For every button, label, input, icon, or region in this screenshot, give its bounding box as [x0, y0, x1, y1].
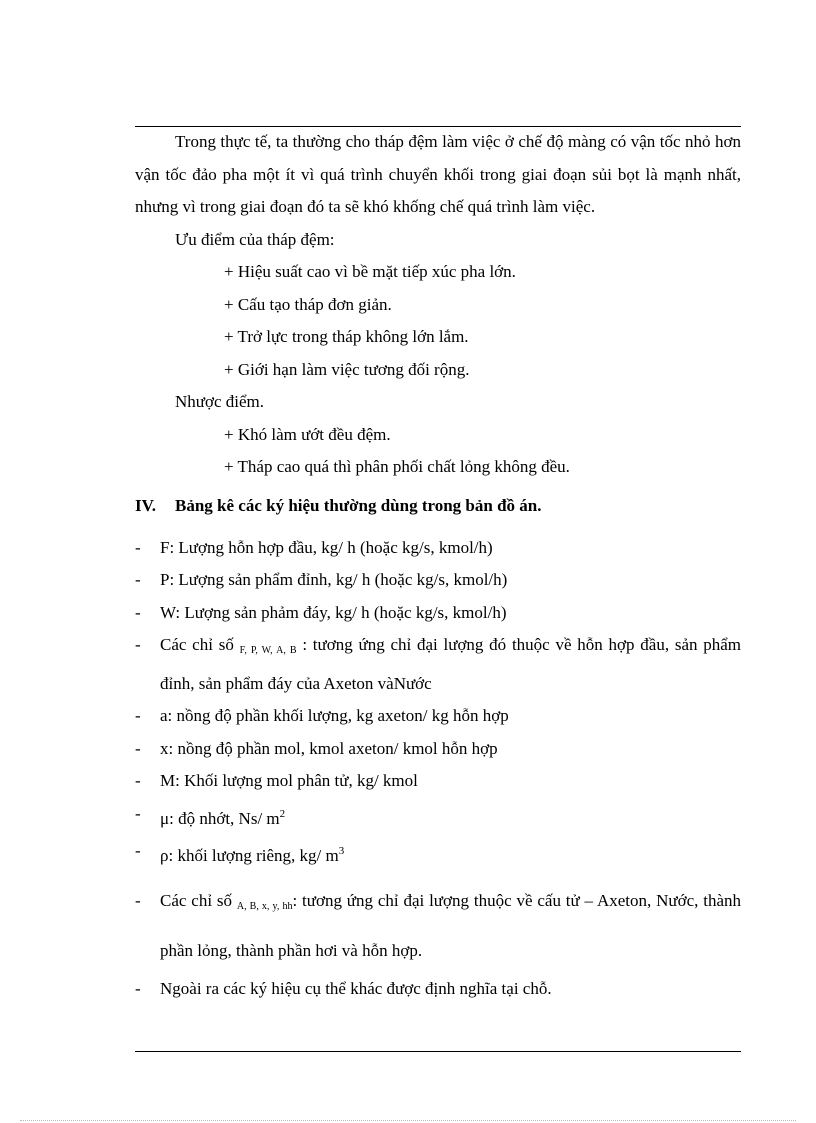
bullet-dash: - [135, 890, 141, 910]
symbol-text: Các chỉ số [160, 890, 232, 910]
subscript-indices: A, B, x, y, hh [236, 900, 293, 912]
symbol-text: F: Lượng hỗn hợp đầu, kg/ h (hoặc kg/s, kmol/h) [160, 537, 493, 557]
disadvantages-title: Nhược điểm. [175, 392, 265, 411]
symbol-text: : tương ứng chỉ đại lượng thuộc về cấu tử – Axeton, Nước, thành phần lỏng, thành phần hơi và hỗn hợp. [160, 890, 741, 960]
advantages-title: Ưu điểm của tháp đệm: [175, 229, 335, 249]
list-item [135, 597, 741, 630]
subscript-indices: F, P, W, A, B [239, 645, 297, 656]
list-item [135, 765, 741, 798]
list-item [135, 835, 741, 873]
symbols-list [135, 532, 741, 1006]
symbol-text: Ngoài ra các ký hiệu cụ thể khác được định nghĩa tại chỗ. [160, 978, 552, 998]
superscript: 2 [279, 807, 286, 820]
symbol-text: a: nồng độ phần khối lượng, kg axeton/ kg hỗn hợp [160, 706, 509, 725]
bullet-dash: - [135, 537, 141, 557]
list-item [135, 973, 741, 1006]
symbol-text: W: Lượng sản phảm đáy, kg/ h (hoặc kg/s, kmol/h) [160, 602, 507, 622]
section-number: IV. [135, 495, 156, 515]
advantage-item: + Trở lực trong tháp không lớn lắm. [224, 327, 469, 346]
bullet-dash: - [135, 803, 141, 823]
disadvantage-item: + Tháp cao quá thì phân phối chất lỏng không đều. [224, 457, 570, 476]
symbol-text: : tương ứng chỉ đại lượng đó thuộc về hỗn hợp đầu, sản phẩm đỉnh, sản phẩm đáy của Axeton vàNước [160, 635, 742, 693]
list-item [135, 532, 741, 565]
footer-rule [135, 1051, 741, 1052]
symbol-text: x: nồng độ phần mol, kmol axeton/ kmol hỗn hợp [160, 738, 498, 758]
list-item [135, 629, 741, 700]
symbol-text: ρ: khối lượng riêng, kg/ m [160, 846, 339, 865]
symbol-text: μ: độ nhớt, Ns/ m [160, 808, 280, 828]
symbol-text: M: Khối lượng mol phân tử, kg/ kmol [160, 771, 418, 790]
disadvantage-item: + Khó làm ướt đều đệm. [224, 424, 391, 444]
section-title: Bảng kê các ký hiệu thường dùng trong bản đồ án. [175, 495, 542, 515]
page-content [135, 126, 741, 1005]
bullet-dash: - [135, 738, 141, 758]
page-edge-dots [20, 1120, 796, 1121]
bullet-dash: - [135, 978, 141, 998]
bullet-dash: - [135, 602, 141, 622]
advantage-item: + Cấu tạo tháp đơn giản. [224, 294, 392, 314]
list-item [135, 733, 741, 766]
section-heading [135, 490, 741, 522]
symbol-text: P: Lượng sản phẩm đỉnh, kg/ h (hoặc kg/s, kmol/h) [160, 570, 508, 589]
bullet-dash: - [135, 570, 141, 589]
bullet-dash: - [135, 771, 141, 790]
bullet-dash: - [135, 706, 141, 725]
bullet-dash: - [135, 841, 141, 860]
list-item [135, 798, 741, 836]
symbol-text: Các chỉ số [160, 635, 234, 654]
advantage-item: + Giới hạn làm việc tương đối rộng. [224, 359, 470, 379]
bullet-dash: - [135, 635, 141, 654]
list-item [135, 700, 741, 733]
list-item [135, 564, 741, 597]
superscript: 3 [338, 845, 345, 857]
intro-paragraph: Trong thực tế, ta thường cho tháp đệm làm việc ở chế độ màng có vận tốc nhỏ hơn vận tốc đảo pha một ít vì quá trình chuyển khối trong giai đoạn sủi bọt là mạnh nhất, nhưng vì trong giai đoạn đó ta sẽ khó khống chế quá trình làm việc. [135, 132, 741, 216]
list-item [135, 879, 741, 973]
advantage-item: + Hiệu suất cao vì bề mặt tiếp xúc pha lớn. [224, 262, 516, 281]
